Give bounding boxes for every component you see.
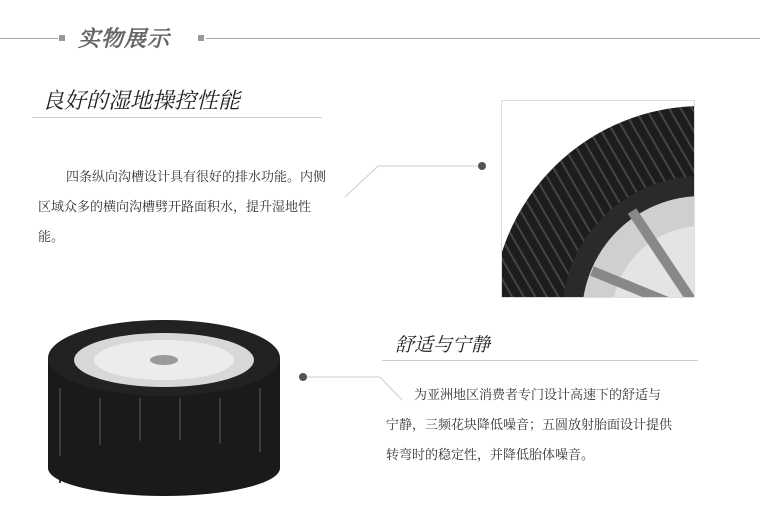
header-square-left <box>59 35 65 41</box>
tire-tread-icon <box>502 101 694 297</box>
leader-dot <box>299 373 307 381</box>
feature-title-comfort: 舒适与宁静 <box>395 334 491 356</box>
feature-title-wet-handling: 良好的湿地操控性能 <box>42 89 241 114</box>
feature-divider <box>32 117 322 118</box>
feature-divider <box>382 360 698 361</box>
feature-text-wet-handling: 四条纵向沟槽设计具有很好的排水功能。内侧区域众多的横向沟槽劈开路面积水，提升湿地性能。 <box>38 170 327 245</box>
header-square-right <box>198 35 204 41</box>
header-line-right <box>206 38 760 39</box>
header-line-left <box>0 38 58 39</box>
tire-side-photo <box>40 318 288 498</box>
tire-side-icon <box>40 318 288 498</box>
leader-dot <box>478 162 486 170</box>
section-title: 实物展示 <box>78 27 171 52</box>
tire-tread-photo <box>501 100 695 298</box>
leader-line-1 <box>340 155 500 205</box>
feature-text-comfort: 为亚洲地区消费者专门设计高速下的舒适与宁静，三频花块降低噪音；五圆放射胎面设计提供转弯时的稳定性，并降低胎体噪音。 <box>386 388 673 463</box>
